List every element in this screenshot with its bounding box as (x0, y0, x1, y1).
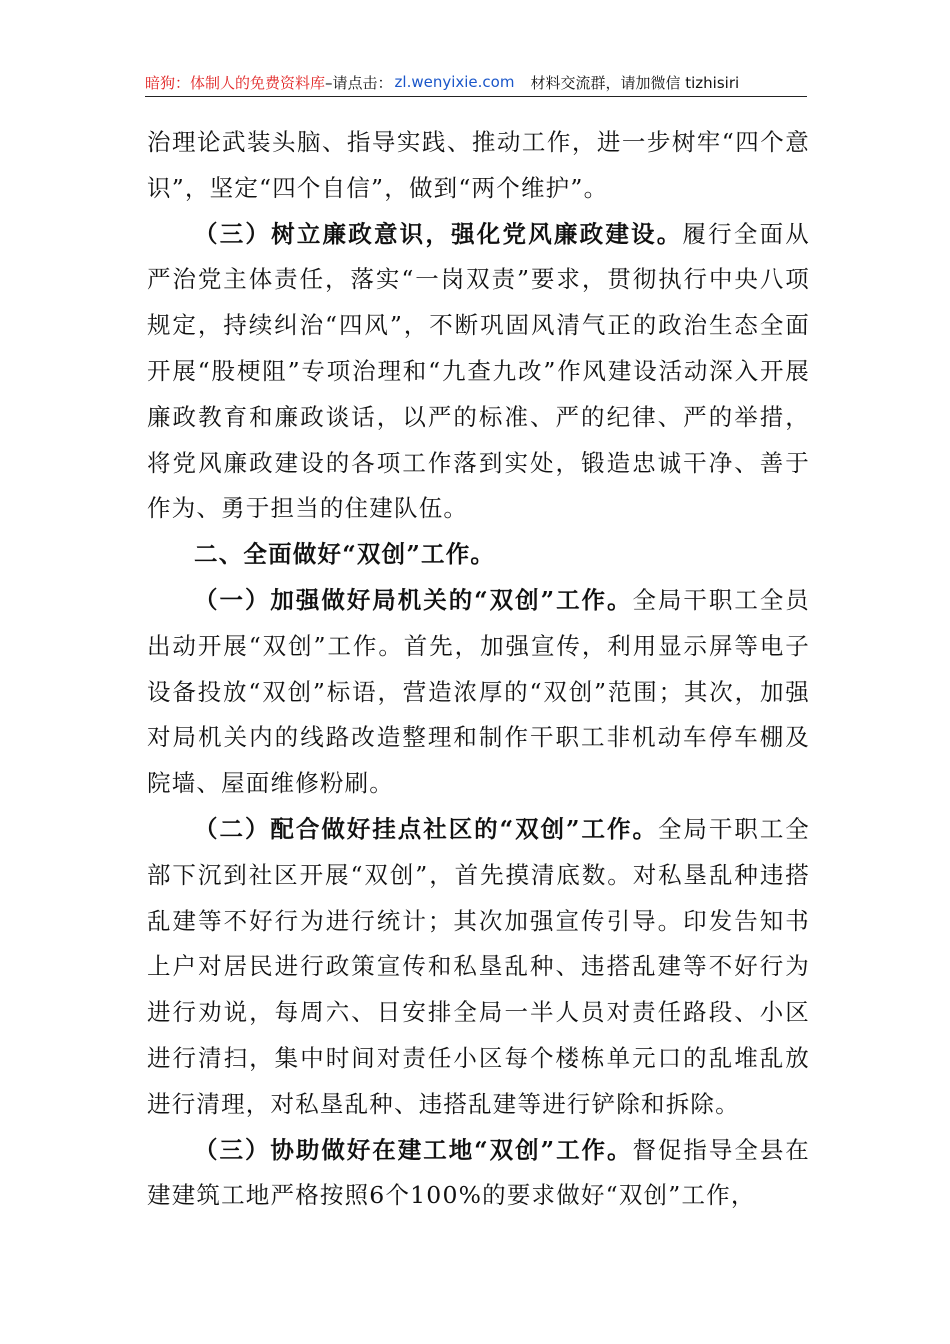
header-contact: 材料交流群，请加微信 tizhisiri (530, 73, 740, 92)
paragraph-agency (147, 578, 810, 807)
paragraph-construction-title: （三）协助做好在建工地“双创”工作。 (194, 1135, 633, 1164)
header-site-name: 暗狗：体制人的免费资料库 (145, 73, 326, 92)
paragraph-integrity (147, 212, 810, 533)
paragraph-continued: 治理论武装头脑、指导实践、推动工作，进一步树牢“四个意识”，坚定“四个自信”，做到“两个维护”。 (147, 128, 810, 202)
paragraph-community (147, 807, 810, 1128)
header-url-link[interactable]: zl.wenyixie.com (394, 73, 515, 91)
paragraph-agency-text: 全局干职工全员出动开展“双创”工作。首先，加强宣传，利用显示屏等电子设备投放“双创”标语，营造浓厚的“双创”范围；其次，加强对局机关内的线路改造整理和制作干职工非机动车停车棚及院墙、屋面维修粉刷。 (147, 585, 810, 798)
page-header (145, 68, 807, 97)
paragraph-community-title: （二）配合做好挂点社区的“双创”工作。 (194, 814, 658, 843)
section-heading-two: 二、全面做好“双创”工作。 (194, 540, 496, 569)
paragraph-construction-text: 督促指导全县在建建筑工地严格按照6个100%的要求做好“双创”工作， (147, 1135, 810, 1210)
paragraph-construction (147, 1128, 810, 1220)
paragraph-agency-title: （一）加强做好局机关的“双创”工作。 (194, 585, 633, 614)
paragraph-integrity-text: 履行全面从严治党主体责任，落实“一岗双责”要求，贯彻执行中央八项规定，持续纠治“四风”，不断巩固风清气正的政治生态全面开展“股梗阻”专项治理和“九查九改”作风建设活动深入开展廉政教育和廉政谈话，以严的标准、严的纪律、严的举措，将党风廉政建设的各项工作落到实处，锻造忠诚干净、善于作为、勇于担当的住建队伍。 (147, 219, 811, 523)
paragraph-integrity-title: （三）树立廉政意识，强化党风廉政建设。 (194, 219, 683, 248)
paragraph-community-text: 全局干职工全部下沉到社区开展“双创”，首先摸清底数。对私垦乱种违搭乱建等不好行为进行统计；其次加强宣传引导。印发告知书上户对居民进行政策宣传和私垦乱种、违搭乱建等不好行为进行劝说，每周六、日安排全局一半人员对责任路段、小区进行清扫，集中时间对责任小区每个楼栋单元口的乱堆乱放进行清理，对私垦乱种、违搭乱建等进行铲除和拆除。 (147, 814, 810, 1118)
header-click-text: –请点击： (325, 73, 393, 92)
document-body (147, 120, 810, 1219)
